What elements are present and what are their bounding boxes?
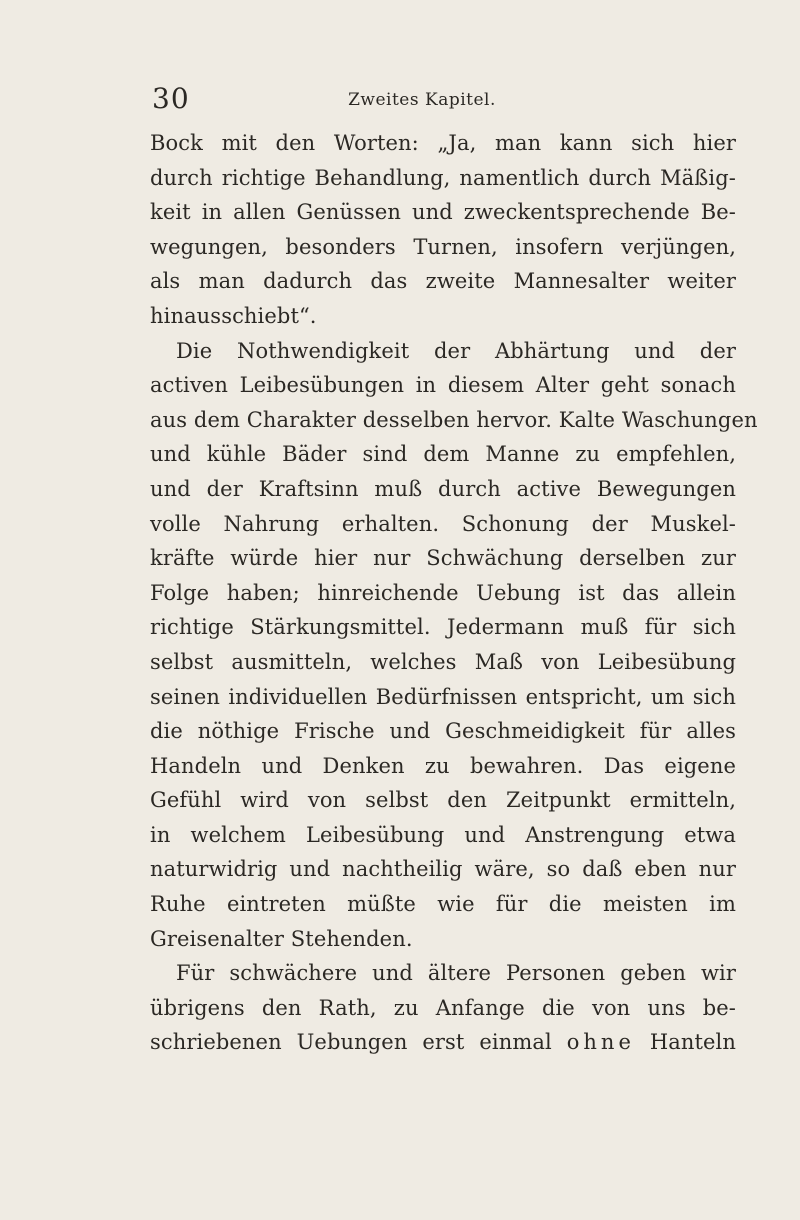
text-line: Ruhe eintreten müßte wie für die meisten im bbox=[150, 892, 736, 917]
text-line: als man dadurch das zweite Mannesalter weiter bbox=[150, 269, 736, 294]
text-line: selbst ausmitteln, welches Maß von Leibesübung bbox=[150, 649, 736, 674]
text-line: in welchem Leibesübung und Anstrengung etwa bbox=[150, 822, 736, 847]
text-line: keit in allen Genüssen und zweckentsprechende Be- bbox=[150, 200, 736, 225]
text-line: Gefühl wird von selbst den Zeitpunkt ermitteln, bbox=[150, 788, 736, 813]
text-line: kräfte würde hier nur Schwächung derselben zur bbox=[150, 546, 736, 571]
text-line: die nöthige Frische und Geschmeidigkeit für alles bbox=[150, 719, 736, 744]
page-header bbox=[152, 82, 732, 122]
text-fragment: schriebenen Uebungen erst einmal bbox=[150, 1030, 552, 1055]
text-line: und der Kraftsinn muß durch active Bewegungen bbox=[150, 476, 736, 501]
text-line: hinausschiebt“. bbox=[150, 303, 317, 328]
body-text bbox=[150, 126, 758, 1060]
paragraph-start: Die Nothwendigkeit der Abhärtung und der bbox=[176, 338, 736, 363]
paragraph-start: Für schwächere und ältere Personen geben wir bbox=[176, 961, 736, 986]
text-line: volle Nahrung erhalten. Schonung der Muskel- bbox=[150, 511, 736, 536]
text-line: Greisenalter Stehenden. bbox=[150, 926, 413, 951]
text-line: aus dem Charakter desselben hervor. Kalte Waschungen bbox=[150, 407, 758, 432]
page-number: 30 bbox=[152, 82, 190, 115]
emphasized-word: ohne bbox=[566, 1030, 635, 1055]
text-line: naturwidrig und nachtheilig wäre, so daß eben nur bbox=[150, 857, 736, 882]
text-line: Folge haben; hinreichende Uebung ist das allein bbox=[150, 580, 736, 605]
text-line: richtige Stärkungsmittel. Jedermann muß für sich bbox=[150, 615, 736, 640]
text-line: Bock mit den Worten: „Ja, man kann sich hier bbox=[150, 131, 736, 155]
text-line: wegungen, besonders Turnen, insofern verjüngen, bbox=[150, 234, 736, 259]
text-line: durch richtige Behandlung, namentlich durch Mäßig- bbox=[150, 165, 736, 190]
text-line: übrigens den Rath, zu Anfange die von uns be- bbox=[150, 995, 736, 1020]
text-line: activen Leibesübungen in diesem Alter geht sonach bbox=[150, 373, 736, 398]
text-line: seinen individuellen Bedürfnissen entspricht, um sich bbox=[150, 684, 736, 709]
text-line: und kühle Bäder sind dem Manne zu empfehlen, bbox=[150, 442, 736, 467]
text-fragment: Hanteln bbox=[649, 1030, 736, 1055]
running-head: Zweites Kapitel. bbox=[348, 90, 496, 110]
text-line bbox=[150, 1025, 736, 1060]
text-line: Handeln und Denken zu bewahren. Das eigene bbox=[150, 753, 736, 778]
